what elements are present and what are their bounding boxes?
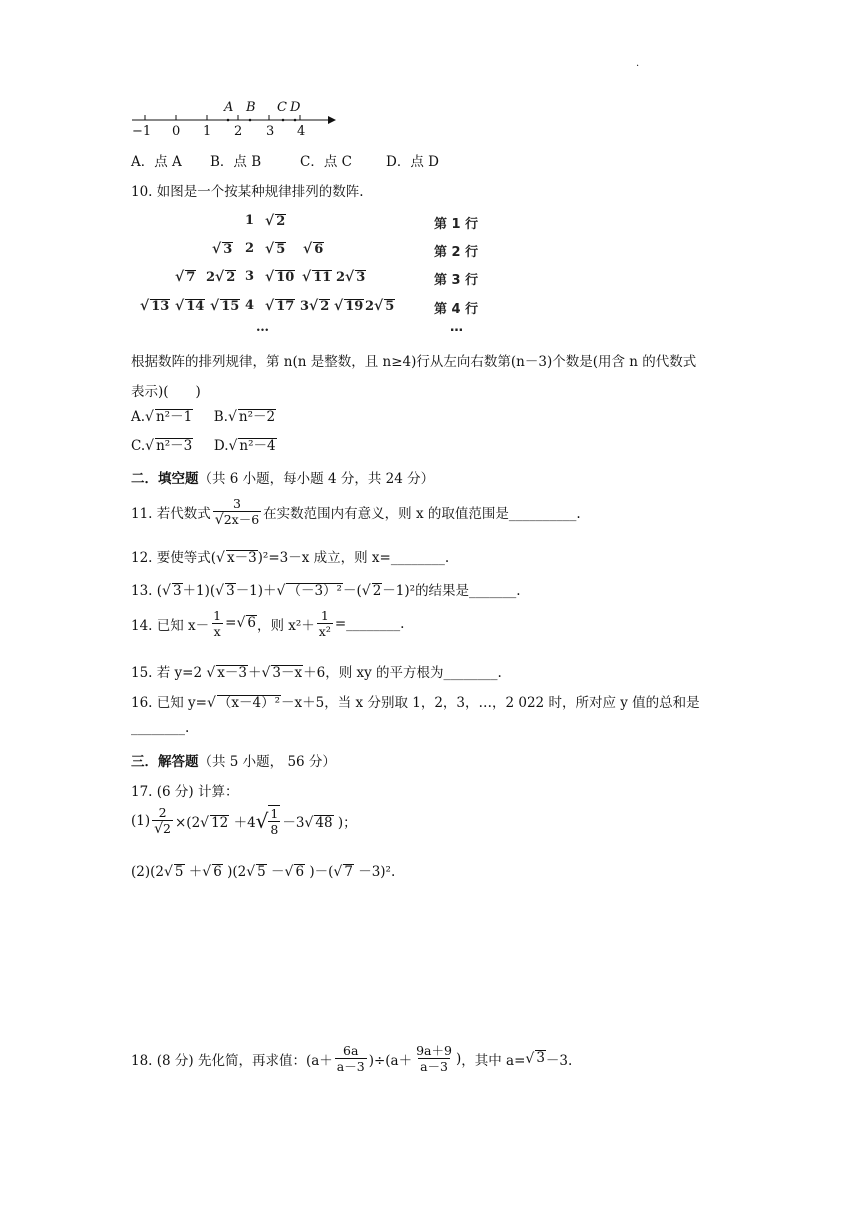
q10-option-c: C. xyxy=(131,438,146,454)
tick-label: 3 xyxy=(266,124,275,139)
row-label-ellipsis: … xyxy=(450,320,463,335)
q10-option-b: B. xyxy=(213,409,228,425)
tick-label: 1 xyxy=(203,124,212,139)
q18: 18. (8 分) 先化简，再求值：(a＋ $\frac{6a}{a-3}$ )÷(a＋ $\frac{9a+9}{a-3}$ ) ，其中 a= √ 3 －3. xyxy=(131,1043,573,1074)
header-dot: . xyxy=(636,58,640,69)
q16-line2: ________. xyxy=(131,720,190,736)
section3-title: 三．解答题 xyxy=(131,754,199,770)
q13: 13. (√ 3＋1)(√ 3－1)＋√ （－3）²－(√ 2－1)²的结果是_______. xyxy=(131,583,521,599)
tick-label: 2 xyxy=(234,124,243,139)
q9-option-a: A．点 A xyxy=(131,154,182,170)
q17-stem: 17. (6 分) 计算： xyxy=(131,784,239,800)
q17-part2: (2)(2√ 5 ＋√ 6 )(2√ 5 －√ 6 )－(√ 7 －3)². xyxy=(131,864,396,880)
row-label-4: 第 4 行 xyxy=(434,302,479,317)
q10-stem: 10. 如图是一个按某种规律排列的数阵. xyxy=(131,184,364,200)
point-label-a: A xyxy=(224,100,234,115)
q10-question: 根据数阵的排列规律，第 n(n 是整数，且 n≥4)行从左向右数第(n－3)个数是(用含 n 的代数式 xyxy=(131,354,697,370)
q9-option-b: B．点 B xyxy=(210,154,262,170)
q11: 11. 若代数式 $\frac{3}{√2x-6}$ 在实数范围内有意义，则 x 的取值范围是__________. xyxy=(131,496,581,528)
tick-label: 4 xyxy=(297,124,306,139)
q10-option-a: A. xyxy=(131,409,146,425)
point-label-d: D xyxy=(290,100,301,115)
section3-note: （共 5 小题， 56 分） xyxy=(198,754,336,770)
section2-note: （共 6 小题，每小题 4 分，共 24 分） xyxy=(198,471,435,487)
matrix-ellipsis: … xyxy=(256,320,269,335)
row-label-3: 第 3 行 xyxy=(434,273,479,288)
tick-label: −1 xyxy=(132,124,152,139)
q15: 15. 若 y=2 √ x－3＋√ 3－x＋6，则 xy 的平方根为________. xyxy=(131,665,502,681)
q14: 14. 已知 x－ $\frac{1}{x}$ =√ 6 ，则 x²＋ $\frac{1}{\text{x²}}$ =________. xyxy=(131,608,405,639)
q17-part1: (1) $\frac{2}{√2}$ ×(2√ 12 ＋4 √ $\frac{1}{8}$ －3√ 48 )； xyxy=(131,805,357,838)
q16: 16. 已知 y=√ （x－4）²－x＋5，当 x 分别取 1，2，3，…，2 022 时，所对应 y 值的总和是 xyxy=(131,695,700,711)
tick-label: 0 xyxy=(172,124,181,139)
point-label-c: C xyxy=(277,100,287,115)
q10-option-d: D. xyxy=(213,438,229,454)
row-label-2: 第 2 行 xyxy=(434,245,479,260)
q12: 12. 要使等式(√ x－3)²=3－x 成立，则 x=________. xyxy=(131,550,450,566)
point-label-b: B xyxy=(246,100,256,115)
q10-question-2: 表示)( ) xyxy=(131,384,201,400)
row-label-1: 第 1 行 xyxy=(434,217,479,232)
section2-title: 二．填空题 xyxy=(131,471,199,487)
q9-option-c: C．点 C xyxy=(300,154,352,170)
q9-option-d: D．点 D xyxy=(386,154,439,170)
